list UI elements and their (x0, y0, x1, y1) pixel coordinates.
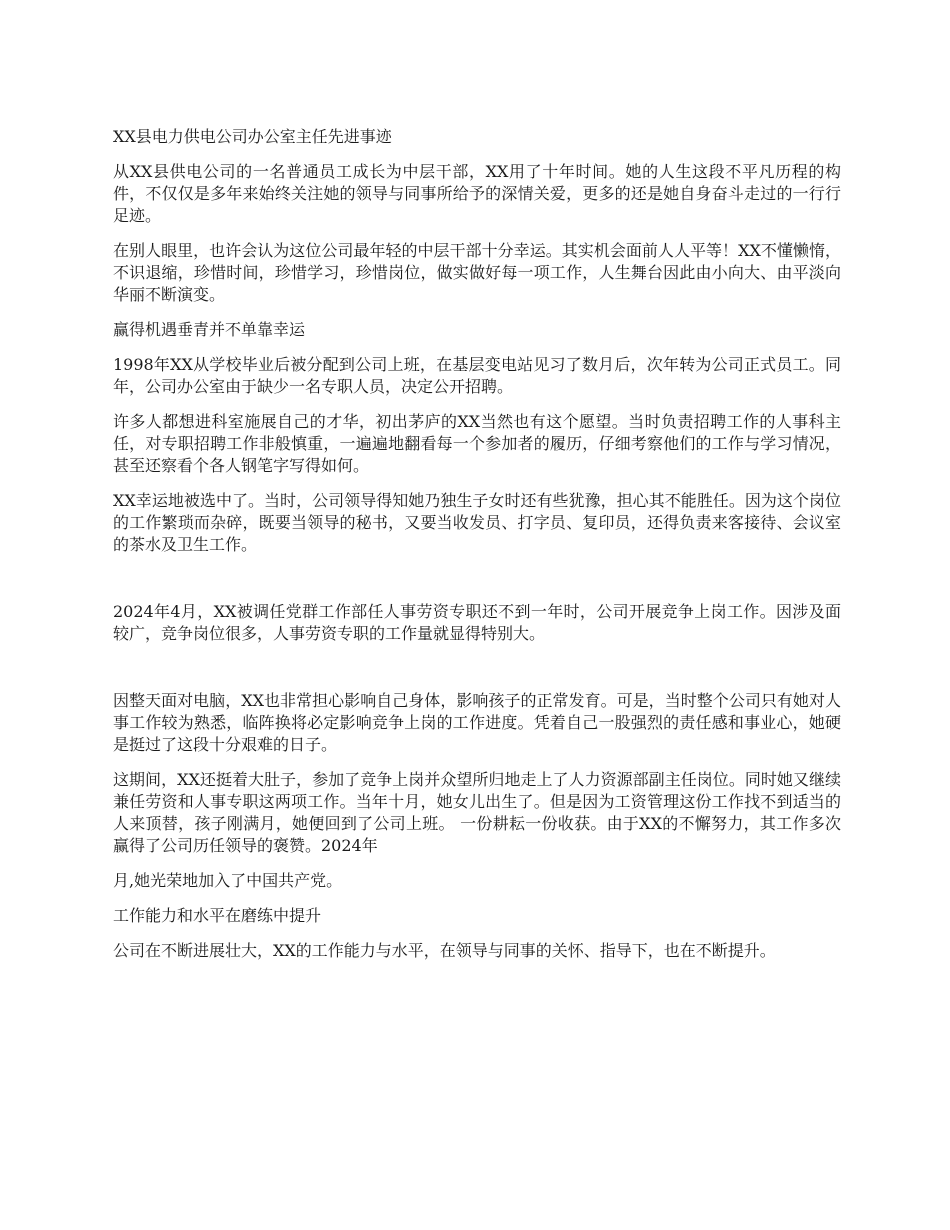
paragraph-4: 许多人都想进科室施展自己的才华，初出茅庐的XX当然也有这个愿望。当时负责招聘工作的人事科主任，对专职招聘工作非般慎重，一遍遍地翻看每一个参加者的履历，仔细考察他们的工作与学习情况，甚至还察看个各人钢笔字写得如何。 (113, 412, 841, 475)
paragraph-6: 2024年4月，XX被调任党群工作部任人事劳资专职还不到一年时，公司开展竞争上岗工作。因涉及面较广，竞争岗位很多，人事劳资专职的工作量就显得特别大。 (113, 602, 841, 643)
document-title: XX县电力供电公司办公室主任先进事迹 (113, 127, 392, 146)
paragraph-8: 这期间，XX还挺着大肚子，参加了竞争上岗并众望所归地走上了人力资源部副主任岗位。同时她又继续兼任劳资和人事专职这两项工作。当年十月，她女儿出生了。但是因为工资管理这份工作找不到适当的人来顶替，孩子刚满月，她便回到了公司上班。 一份耕耘一份收获。由于XX的不懈努力，其工作多次赢得了公司历任领导的褒赞。2024年 (113, 770, 841, 855)
paragraph-1: 从XX县供电公司的一名普通员工成长为中层干部，XX用了十年时间。她的人生这段不平凡历程的构件，不仅仅是多年来始终关注她的领导与同事所给予的深情关爱，更多的还是她自身奋斗走过的一行行足迹。 (113, 162, 841, 225)
paragraph-10: 公司在不断进展壮大，XX的工作能力与水平，在领导与同事的关怀、指导下，也在不断提升。 (113, 941, 776, 960)
blank-gap (113, 569, 841, 601)
paragraph-2: 在别人眼里，也许会认为这位公司最年轻的中层干部十分幸运。其实机会面前人人平等！XX不懂懒惰，不识退缩，珍惜时间，珍惜学习，珍惜岗位，做实做好每一项工作，人生舞台因此由小向大、由平淡向华丽不断演变。 (113, 241, 841, 304)
paragraph-9: 月,她光荣地加入了中国共产党。 (113, 871, 343, 890)
section-heading-1: 赢得机遇垂青并不单靠幸运 (113, 320, 306, 339)
document-page (113, 126, 841, 975)
blank-gap (113, 658, 841, 690)
paragraph-7: 因整天面对电脑，XX也非常担心影响自己身体，影响孩子的正常发育。可是，当时整个公司只有她对人事工作较为熟悉，临阵换将必定影响竞争上岗的工作进度。凭着自己一股强烈的责任感和事业心，她硬是挺过了这段十分艰难的日子。 (113, 691, 841, 754)
paragraph-5: XX幸运地被选中了。当时，公司领导得知她乃独生子女时还有些犹豫，担心其不能胜任。因为这个岗位的工作繁琐而杂碎，既要当领导的秘书，又要当收发员、打字员、复印员，还得负责来客接待、会议室的茶水及卫生工作。 (113, 491, 841, 554)
section-heading-2: 工作能力和水平在磨练中提升 (113, 906, 322, 925)
paragraph-3: 1998年XX从学校毕业后被分配到公司上班，在基层变电站见习了数月后，次年转为公司正式员工。同年，公司办公室由于缺少一名专职人员，决定公开招聘。 (113, 355, 841, 396)
